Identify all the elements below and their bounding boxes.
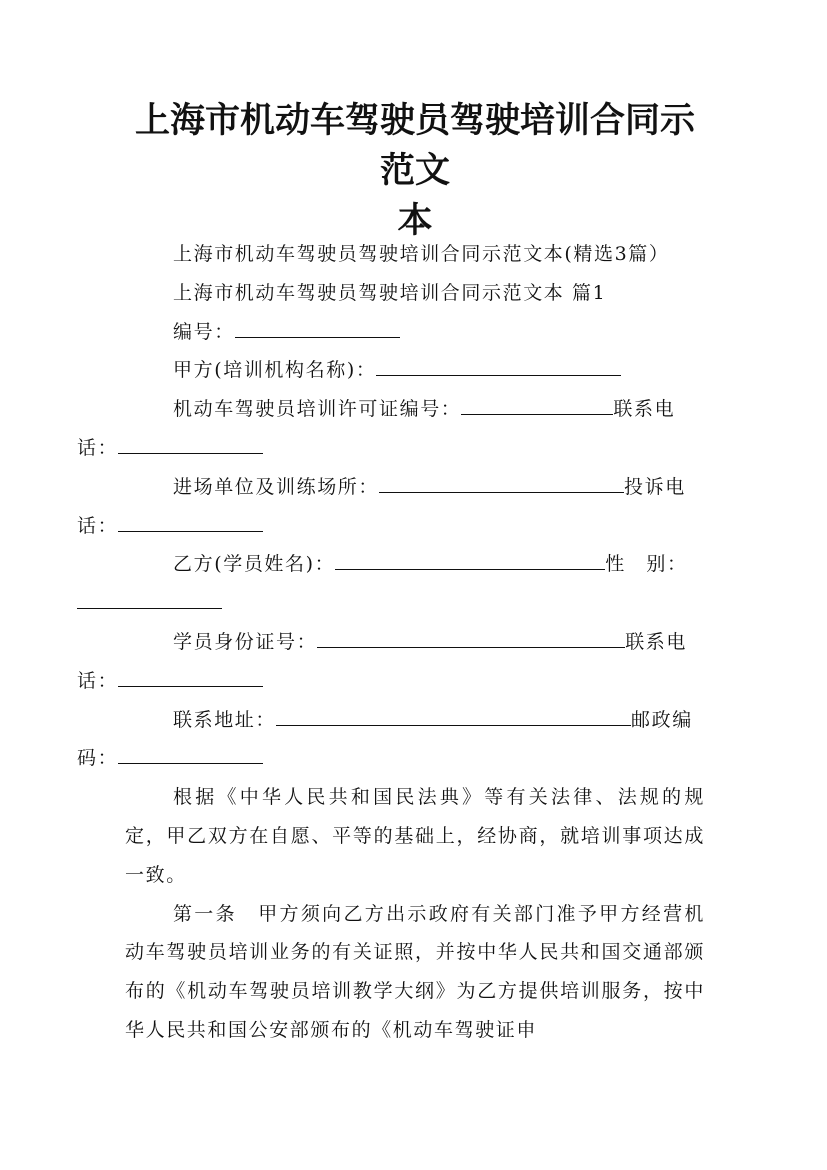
postal-label: 邮政编 xyxy=(631,708,693,731)
gender-label: 性 别： xyxy=(605,553,688,576)
party-a-field xyxy=(125,351,705,390)
phone-cont-b: 话： xyxy=(77,669,119,692)
postal-cont: 码： xyxy=(77,747,119,770)
address-label: 联系地址： xyxy=(173,708,277,731)
party-b-field xyxy=(125,545,705,623)
gender-blank[interactable] xyxy=(77,591,222,609)
phone-blank-b[interactable] xyxy=(118,669,263,687)
phone-blank-a[interactable] xyxy=(118,436,263,454)
id-label: 学员身份证号： xyxy=(173,630,318,653)
number-blank[interactable] xyxy=(235,320,400,338)
id-blank[interactable] xyxy=(317,630,625,648)
complaint-blank[interactable] xyxy=(118,514,263,532)
number-label: 编号： xyxy=(173,320,235,343)
party-a-blank[interactable] xyxy=(376,358,621,376)
title-line-2: 本 xyxy=(397,200,433,241)
document-heading: 上海市机动车驾驶员驾驶培训合同示范文本(精选3篇） xyxy=(173,243,670,265)
paragraph: 根据《中华人民共和国民法典》等有关法律、法规的规定，甲乙双方在自愿、平等的基础上，经协商，就培训事项达成一致。 xyxy=(125,786,705,886)
address-field xyxy=(77,701,705,779)
complaint-label: 投诉电 xyxy=(624,475,686,498)
phone-cont-a: 话： xyxy=(77,436,119,459)
venue-blank[interactable] xyxy=(379,475,624,493)
party-b-blank[interactable] xyxy=(335,552,605,570)
document-title xyxy=(125,96,705,246)
license-label: 机动车驾驶员培训许可证编号： xyxy=(173,398,462,421)
party-b-label: 乙方(学员姓名)： xyxy=(173,553,336,576)
paragraph: 第一条 甲方须向乙方出示政府有关部门准予甲方经营机动车驾驶员培训业务的有关证照，并按中华人民共和国交通部颁布的《机动车驾驶员培训教学大纲》为乙方提供培训服务，按中华人民共和国公安部颁布的《机动车驾驶证申 xyxy=(125,902,705,1041)
license-field xyxy=(77,390,705,468)
document-body xyxy=(77,235,705,1050)
postal-blank[interactable] xyxy=(118,746,263,764)
title-line-1: 上海市机动车驾驶员驾驶培训合同示范文 xyxy=(134,100,695,191)
complaint-cont: 话： xyxy=(77,514,119,537)
phone-label-a: 联系电 xyxy=(613,398,676,421)
phone-label-b: 联系电 xyxy=(625,630,688,653)
license-blank[interactable] xyxy=(461,397,613,415)
document-subheading: 上海市机动车驾驶员驾驶培训合同示范文本 篇1 xyxy=(173,281,607,304)
id-field xyxy=(77,623,705,701)
address-blank[interactable] xyxy=(276,708,631,726)
venue-label: 进场单位及训练场所： xyxy=(173,475,380,498)
party-a-label: 甲方(培训机构名称)： xyxy=(173,359,377,382)
venue-field xyxy=(77,468,705,546)
number-field xyxy=(125,313,705,352)
